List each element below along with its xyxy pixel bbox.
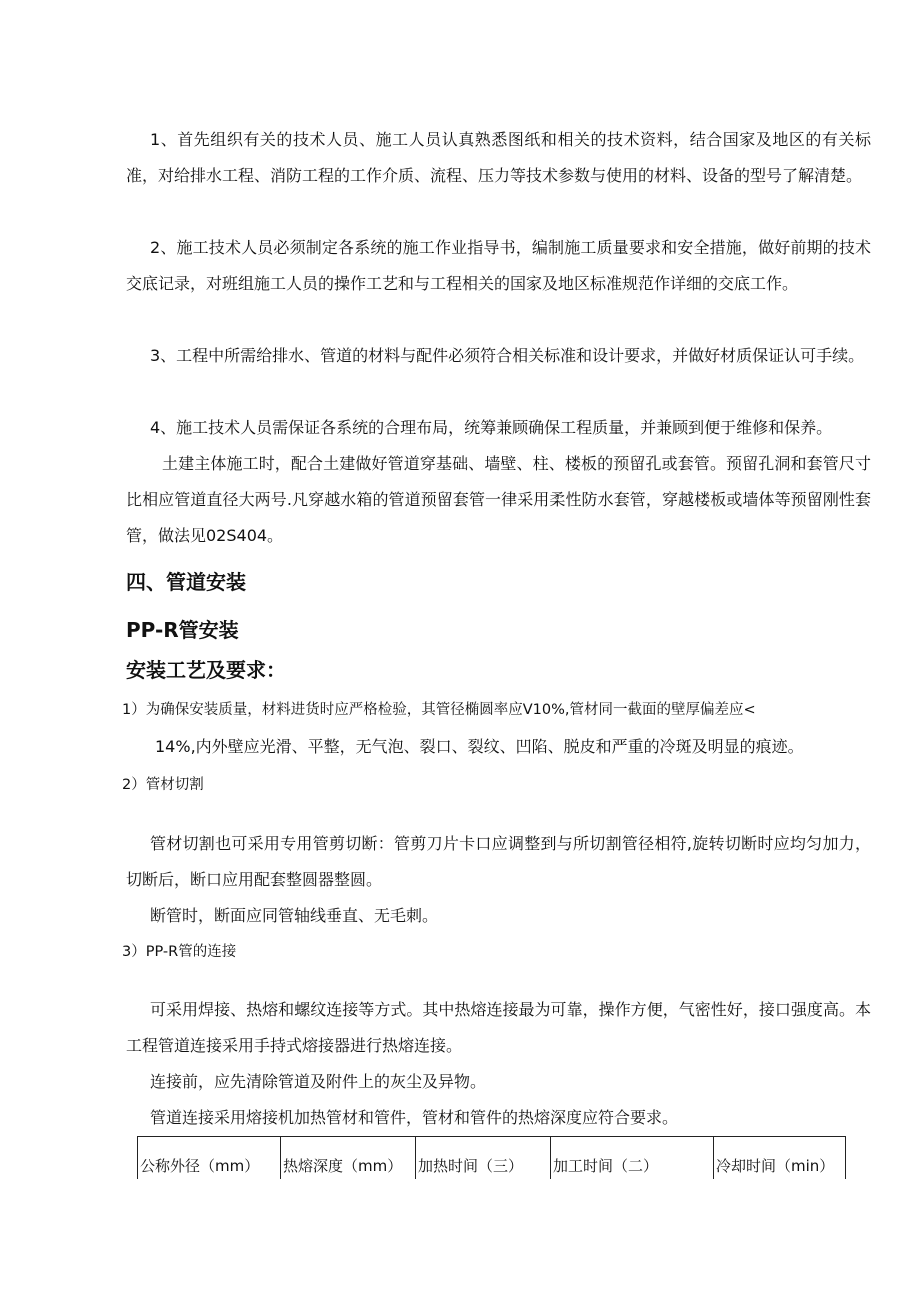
table-header-cell: 冷却时间（min）: [714, 1137, 846, 1180]
process-heading: 安装工艺及要求：: [126, 658, 286, 682]
connection-paragraph-3: 管道连接采用熔接机加热管材和管件，管材和管件的热熔深度应符合要求。: [150, 1108, 679, 1127]
paragraph-4: 4、施工技术人员需保证各系统的合理布局，统筹兼顾确保工程质量，并兼顾到便于维修和保养。: [150, 418, 833, 437]
connection-paragraph-2: 连接前，应先清除管道及附件上的灰尘及异物。: [150, 1072, 487, 1091]
connection-paragraph-1: 可采用焊接、热熔和螺纹连接等方式。其中热熔连接最为可靠，操作方便，气密性好，接口强度高。本工程管道连接采用手持式熔接器进行热熔连接。: [126, 1000, 871, 1055]
table-header-row: [138, 1137, 846, 1180]
item-2-title: 2）管材切割: [122, 777, 204, 793]
cut-paragraph-2: 断管时，断面应同管轴线垂直、无毛刺。: [150, 906, 439, 925]
paragraph-3: 3、工程中所需给排水、管道的材料与配件必须符合相关标准和设计要求，并做好材质保证认可手续。: [150, 346, 865, 365]
paragraph-1: 1、首先组织有关的技术人员、施工人员认真熟悉图纸和相关的技术资料，结合国家及地区的有关标准，对给排水工程、消防工程的工作介质、流程、压力等技术参数与使用的材料、设备的型号了解清楚。: [126, 130, 871, 185]
table-header-cell: 加工时间（二）: [551, 1137, 714, 1180]
section-heading: 四、管道安装: [126, 570, 246, 594]
paragraph-5: 土建主体施工时，配合土建做好管道穿基础、墙壁、柱、楼板的预留孔或套管。预留孔洞和套管尺寸比相应管道直径大两号.凡穿越水箱的管道预留套管一律采用柔性防水套管，穿越楼板或墙体等预留刚性套管，做法见02S404。: [126, 454, 871, 545]
item-1-line-1: 1）为确保安装质量，材料进货时应严格检验，其管径椭圆率应V10%,管材同一截面的壁厚偏差应<: [122, 702, 756, 718]
table-header-cell: 加热时间（三）: [416, 1137, 551, 1180]
table-header-cell: 热熔深度（mm）: [281, 1137, 416, 1180]
item-3-title: 3）PP-R管的连接: [122, 944, 237, 960]
fusion-depth-table: [137, 1136, 846, 1179]
subsection-heading-ppr: PP-R管安装: [126, 618, 239, 642]
table-header-cell: 公称外径（mm）: [138, 1137, 281, 1180]
item-1-line-2: 14%,内外壁应光滑、平整，无气泡、裂口、裂纹、凹陷、脱皮和严重的冷斑及明显的痕迹。: [155, 737, 804, 756]
cut-paragraph-1: 管材切割也可采用专用管剪切断：管剪刀片卡口应调整到与所切割管径相符,旋转切断时应均匀加力，切断后，断口应用配套整圆器整圆。: [126, 834, 871, 889]
paragraph-2: 2、施工技术人员必须制定各系统的施工作业指导书，编制施工质量要求和安全措施，做好前期的技术交底记录，对班组施工人员的操作工艺和与工程相关的国家及地区标准规范作详细的交底工作。: [126, 238, 871, 293]
